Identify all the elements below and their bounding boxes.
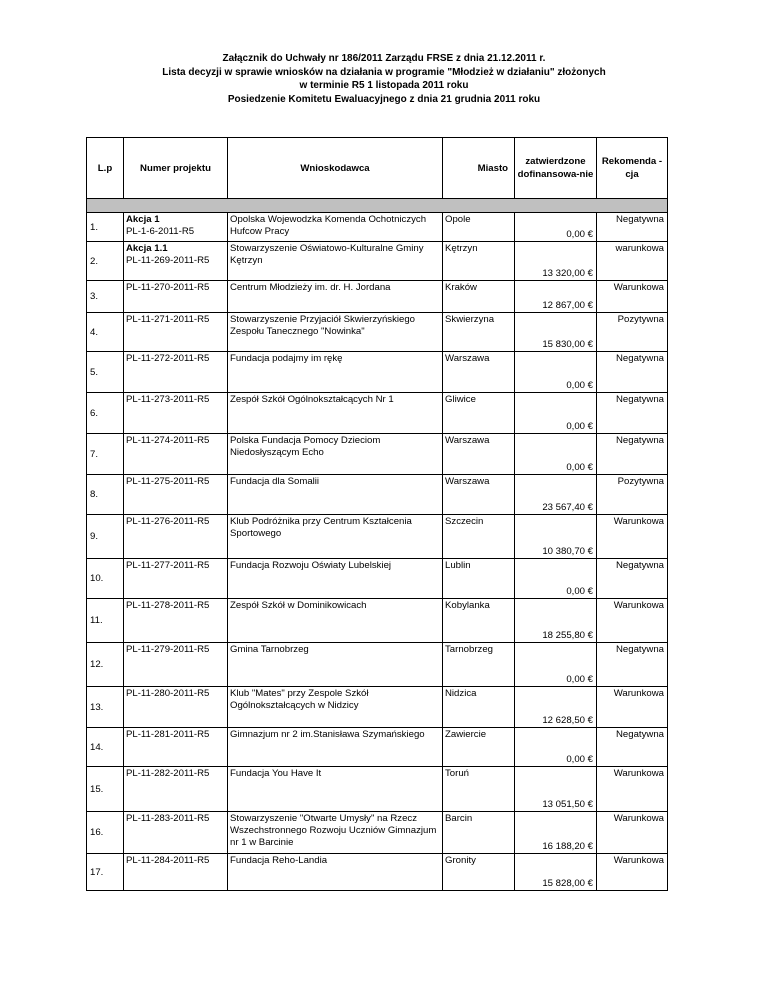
city: Warszawa — [443, 434, 515, 475]
project-number — [124, 434, 228, 475]
project-number-text: PL-1-6-2011-R5 — [126, 226, 195, 237]
recommendation: Negatywna — [597, 728, 668, 767]
recommendation: Negatywna — [597, 559, 668, 599]
city: Gliwice — [443, 393, 515, 434]
applicant-name: Fundacja dla Somalii — [228, 475, 443, 515]
project-number-text: PL-11-280-2011-R5 — [126, 688, 210, 699]
action-label: Akcja 1 — [126, 214, 160, 225]
project-number-text: PL-11-278-2011-R5 — [126, 600, 210, 611]
table-row — [87, 767, 668, 812]
funding-amount: 12 628,50 € — [542, 715, 593, 726]
col-header-applicant: Wnioskodawca — [228, 138, 443, 199]
city: Skwierzyna — [443, 313, 515, 352]
approved-funding — [515, 854, 597, 891]
project-number — [124, 242, 228, 281]
project-number — [124, 393, 228, 434]
project-number-text: PL-11-273-2011-R5 — [126, 394, 210, 405]
city: Barcin — [443, 812, 515, 854]
row-number: 14. — [87, 728, 124, 767]
row-number: 15. — [87, 767, 124, 812]
applicant-name: Fundacja Rozwoju Oświaty Lubelskiej — [228, 559, 443, 599]
project-number-text: PL-11-284-2011-R5 — [126, 855, 210, 866]
applicant-name: Klub Podróżnika przy Centrum Kształcenia Sportowego — [228, 515, 443, 559]
header-line-4: Posiedzenie Komitetu Ewaluacyjnego z dnia 21 grudnia 2011 roku — [227, 93, 541, 105]
table-row — [87, 687, 668, 728]
approved-funding — [515, 475, 597, 515]
approved-funding — [515, 281, 597, 313]
project-number — [124, 313, 228, 352]
row-number: 6. — [87, 393, 124, 434]
approved-funding — [515, 728, 597, 767]
table-row — [87, 599, 668, 643]
col-header-lp: L.p — [87, 138, 124, 199]
recommendation: Warunkowa — [597, 767, 668, 812]
approved-funding — [515, 515, 597, 559]
city: Kobylanka — [443, 599, 515, 643]
funding-amount: 18 255,80 € — [542, 630, 593, 641]
table-row — [87, 854, 668, 891]
project-number-text: PL-11-269-2011-R5 — [126, 255, 210, 266]
funding-amount: 15 830,00 € — [542, 339, 593, 350]
project-number — [124, 281, 228, 313]
funding-amount: 0,00 € — [566, 586, 593, 597]
table-row — [87, 352, 668, 393]
recommendation: Warunkowa — [597, 515, 668, 559]
project-number-text: PL-11-275-2011-R5 — [126, 476, 210, 487]
applicant-name: Zespół Szkół w Dominikowicach — [228, 599, 443, 643]
recommendation: Negatywna — [597, 352, 668, 393]
recommendation: Warunkowa — [597, 854, 668, 891]
approved-funding — [515, 812, 597, 854]
project-number — [124, 475, 228, 515]
table-row — [87, 434, 668, 475]
applicant-name: Stowarzyszenie "Otwarte Umysły" na Rzecz Wszechstronnego Rozwoju Uczniów Gimnazjum nr 1 w Barcinie — [228, 812, 443, 854]
approved-funding — [515, 643, 597, 687]
project-number — [124, 352, 228, 393]
recommendation: Warunkowa — [597, 812, 668, 854]
applicant-name: Zespół Szkół Ogólnokształcących Nr 1 — [228, 393, 443, 434]
project-number — [124, 767, 228, 812]
approved-funding — [515, 687, 597, 728]
applicant-name: Opolska Wojewodzka Komenda Ochotniczych Hufcow Pracy — [228, 213, 443, 242]
recommendation: Pozytywna — [597, 313, 668, 352]
table-body — [87, 199, 668, 891]
city: Opole — [443, 213, 515, 242]
city: Tarnobrzeg — [443, 643, 515, 687]
table-row — [87, 475, 668, 515]
funding-amount: 0,00 € — [566, 754, 593, 765]
project-number-text: PL-11-279-2011-R5 — [126, 644, 210, 655]
table-row — [87, 393, 668, 434]
project-number — [124, 728, 228, 767]
approved-funding — [515, 434, 597, 475]
project-number — [124, 854, 228, 891]
city: Kraków — [443, 281, 515, 313]
city: Kętrzyn — [443, 242, 515, 281]
funding-amount: 0,00 € — [566, 674, 593, 685]
table-row — [87, 559, 668, 599]
project-number-text: PL-11-272-2011-R5 — [126, 353, 210, 364]
applicant-name: Fundacja Reho-Landia — [228, 854, 443, 891]
row-number: 5. — [87, 352, 124, 393]
approved-funding — [515, 313, 597, 352]
action-label: Akcja 1.1 — [126, 243, 168, 254]
project-number — [124, 599, 228, 643]
row-number: 13. — [87, 687, 124, 728]
funding-amount: 13 051,50 € — [542, 799, 593, 810]
project-number — [124, 812, 228, 854]
approved-funding — [515, 599, 597, 643]
funding-amount: 23 567,40 € — [542, 502, 593, 513]
section-row — [87, 199, 668, 213]
approved-funding — [515, 352, 597, 393]
city: Szczecin — [443, 515, 515, 559]
table-row — [87, 242, 668, 281]
row-number: 8. — [87, 475, 124, 515]
table-row — [87, 281, 668, 313]
table-row — [87, 643, 668, 687]
applicant-name: Centrum Młodzieży im. dr. H. Jordana — [228, 281, 443, 313]
table-row — [87, 213, 668, 242]
city: Nidzica — [443, 687, 515, 728]
row-number: 10. — [87, 559, 124, 599]
city: Warszawa — [443, 352, 515, 393]
project-number-text: PL-11-271-2011-R5 — [126, 314, 210, 325]
city: Zawiercie — [443, 728, 515, 767]
project-number-text: PL-11-274-2011-R5 — [126, 435, 210, 446]
table-row — [87, 515, 668, 559]
approved-funding — [515, 393, 597, 434]
project-number — [124, 687, 228, 728]
col-header-project-number: Numer projektu — [124, 138, 228, 199]
approved-funding — [515, 242, 597, 281]
city: Toruń — [443, 767, 515, 812]
row-number: 17. — [87, 854, 124, 891]
funding-amount: 10 380,70 € — [542, 546, 593, 557]
section-label — [87, 199, 668, 213]
funding-amount: 13 320,00 € — [542, 268, 593, 279]
table-row — [87, 313, 668, 352]
row-number: 7. — [87, 434, 124, 475]
row-number: 16. — [87, 812, 124, 854]
header-line-2: Lista decyzji w sprawie wniosków na działania w programie "Młodzież w działaniu" złożonych — [162, 66, 606, 78]
city: Lublin — [443, 559, 515, 599]
col-header-recommendation: Rekomenda - cja — [597, 138, 668, 199]
project-number — [124, 213, 228, 242]
city: Warszawa — [443, 475, 515, 515]
applicant-name: Fundacja You Have It — [228, 767, 443, 812]
recommendation: Negatywna — [597, 434, 668, 475]
funding-amount: 0,00 € — [566, 380, 593, 391]
funding-amount: 0,00 € — [566, 229, 593, 240]
project-number-text: PL-11-283-2011-R5 — [126, 813, 210, 824]
applicant-name: Stowarzyszenie Przyjaciół Skwierzyńskiego Zespołu Tanecznego "Nowinka" — [228, 313, 443, 352]
applicant-name: Gmina Tarnobrzeg — [228, 643, 443, 687]
table-row — [87, 728, 668, 767]
applicant-name: Klub "Mates" przy Zespole Szkół Ogólnokształcących w Nidzicy — [228, 687, 443, 728]
row-number: 2. — [87, 242, 124, 281]
project-number — [124, 515, 228, 559]
row-number: 4. — [87, 313, 124, 352]
funding-amount: 0,00 € — [566, 421, 593, 432]
applicant-name: Fundacja podajmy im rękę — [228, 352, 443, 393]
project-number — [124, 559, 228, 599]
document-header — [0, 52, 768, 106]
project-number-text: PL-11-281-2011-R5 — [126, 729, 210, 740]
row-number: 1. — [87, 213, 124, 242]
decisions-table — [86, 137, 668, 891]
recommendation: Warunkowa — [597, 687, 668, 728]
row-number: 12. — [87, 643, 124, 687]
recommendation: Warunkowa — [597, 281, 668, 313]
col-header-city: Miasto — [443, 138, 515, 199]
recommendation: Negatywna — [597, 393, 668, 434]
header-line-3: w terminie R5 1 listopada 2011 roku — [299, 80, 469, 91]
header-line-1: Załącznik do Uchwały nr 186/2011 Zarządu FRSE z dnia 21.12.2011 r. — [222, 53, 546, 64]
approved-funding — [515, 213, 597, 242]
applicant-name: Gimnazjum nr 2 im.Stanisława Szymańskiego — [228, 728, 443, 767]
row-number: 9. — [87, 515, 124, 559]
funding-amount: 16 188,20 € — [542, 841, 593, 852]
applicant-name: Polska Fundacja Pomocy Dzieciom Niedosłyszącym Echo — [228, 434, 443, 475]
project-number — [124, 643, 228, 687]
recommendation: Pozytywna — [597, 475, 668, 515]
funding-amount: 15 828,00 € — [542, 878, 593, 889]
recommendation: Warunkowa — [597, 599, 668, 643]
project-number-text: PL-11-277-2011-R5 — [126, 560, 210, 571]
applicant-name: Stowarzyszenie Oświatowo-Kulturalne Gminy Kętrzyn — [228, 242, 443, 281]
row-number: 11. — [87, 599, 124, 643]
project-number-text: PL-11-276-2011-R5 — [126, 516, 210, 527]
recommendation: warunkowa — [597, 242, 668, 281]
recommendation: Negatywna — [597, 643, 668, 687]
row-number: 3. — [87, 281, 124, 313]
project-number-text: PL-11-282-2011-R5 — [126, 768, 210, 779]
approved-funding — [515, 559, 597, 599]
project-number-text: PL-11-270-2011-R5 — [126, 282, 210, 293]
table-row — [87, 812, 668, 854]
funding-amount: 12 867,00 € — [542, 300, 593, 311]
col-header-approved-funding: zatwierdzone dofinansowa-nie — [515, 138, 597, 199]
table-header-row — [87, 138, 668, 199]
approved-funding — [515, 767, 597, 812]
city: Gronity — [443, 854, 515, 891]
funding-amount: 0,00 € — [566, 462, 593, 473]
recommendation: Negatywna — [597, 213, 668, 242]
